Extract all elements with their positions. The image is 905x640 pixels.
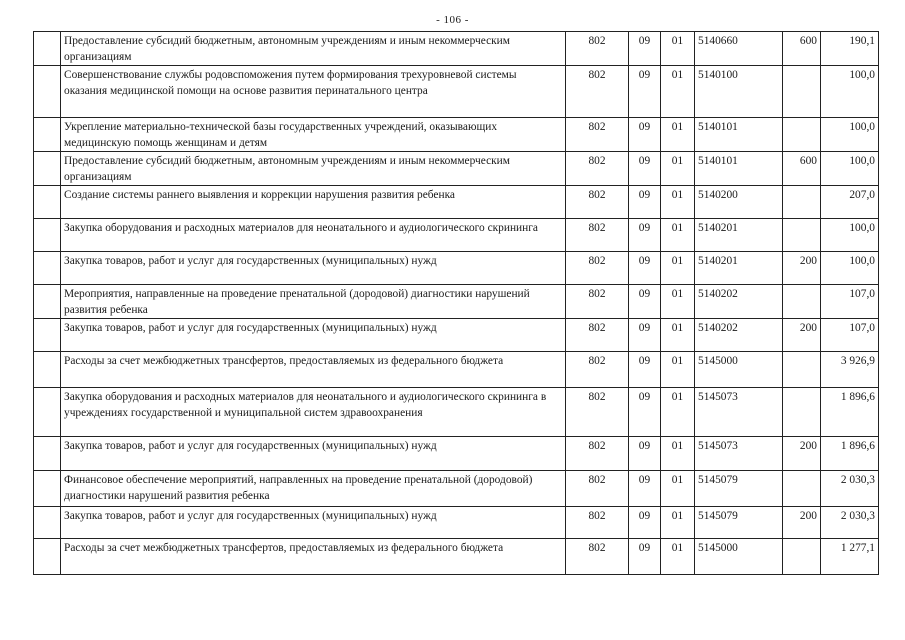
department-code-cell: 802 xyxy=(566,152,629,186)
department-code-cell: 802 xyxy=(566,352,629,388)
target-article-cell: 5145073 xyxy=(695,388,783,437)
expense-name-cell: Создание системы раннего выявления и коррекции нарушения развития ребенка xyxy=(61,186,566,219)
department-code-cell: 802 xyxy=(566,66,629,118)
amount-cell: 1 277,1 xyxy=(821,539,879,575)
target-article-cell: 5140201 xyxy=(695,252,783,285)
table-row xyxy=(34,32,879,66)
blank-cell xyxy=(34,352,61,388)
page-number: - 106 - xyxy=(436,14,469,26)
department-code-cell: 802 xyxy=(566,285,629,319)
section-code-cell: 09 xyxy=(629,285,661,319)
expense-type-cell: 200 xyxy=(783,437,821,471)
amount-cell: 100,0 xyxy=(821,219,879,252)
section-code-cell: 09 xyxy=(629,152,661,186)
blank-cell xyxy=(34,118,61,152)
expense-name-cell: Финансовое обеспечение мероприятий, направленных на проведение пренатальной (дородовой) диагностики нарушений развития ребенка xyxy=(61,471,566,507)
target-article-cell: 5140200 xyxy=(695,186,783,219)
expense-type-cell: 600 xyxy=(783,32,821,66)
amount-cell: 107,0 xyxy=(821,285,879,319)
expense-type-cell: 600 xyxy=(783,152,821,186)
subsection-code-cell: 01 xyxy=(661,437,695,471)
expense-name-cell: Закупка товаров, работ и услуг для государственных (муниципальных) нужд xyxy=(61,437,566,471)
target-article-cell: 5140101 xyxy=(695,118,783,152)
subsection-code-cell: 01 xyxy=(661,252,695,285)
expense-type-cell: 200 xyxy=(783,252,821,285)
amount-cell: 190,1 xyxy=(821,32,879,66)
blank-cell xyxy=(34,32,61,66)
section-code-cell: 09 xyxy=(629,66,661,118)
section-code-cell: 09 xyxy=(629,219,661,252)
amount-cell: 1 896,6 xyxy=(821,388,879,437)
blank-cell xyxy=(34,285,61,319)
department-code-cell: 802 xyxy=(566,388,629,437)
blank-cell xyxy=(34,319,61,352)
expense-type-cell xyxy=(783,66,821,118)
blank-cell xyxy=(34,66,61,118)
subsection-code-cell: 01 xyxy=(661,285,695,319)
subsection-code-cell: 01 xyxy=(661,388,695,437)
table-row xyxy=(34,66,879,118)
subsection-code-cell: 01 xyxy=(661,66,695,118)
blank-cell xyxy=(34,539,61,575)
amount-cell: 1 896,6 xyxy=(821,437,879,471)
expense-type-cell: 200 xyxy=(783,507,821,539)
expense-name-cell: Совершенствование службы родовспоможения путем формирования трехуровневой системы оказания медицинской помощи на основе развития перинатального центра xyxy=(61,66,566,118)
table-row xyxy=(34,152,879,186)
amount-cell: 100,0 xyxy=(821,118,879,152)
blank-cell xyxy=(34,252,61,285)
expense-name-cell: Предоставление субсидий бюджетным, автономным учреждениям и иным некоммерческим организациям xyxy=(61,152,566,186)
amount-cell: 100,0 xyxy=(821,252,879,285)
expense-type-cell xyxy=(783,352,821,388)
department-code-cell: 802 xyxy=(566,219,629,252)
expense-name-cell: Расходы за счет межбюджетных трансфертов, предоставляемых из федерального бюджета xyxy=(61,539,566,575)
department-code-cell: 802 xyxy=(566,186,629,219)
table-row xyxy=(34,352,879,388)
blank-cell xyxy=(34,437,61,471)
expense-type-cell xyxy=(783,285,821,319)
table-row xyxy=(34,252,879,285)
table-row xyxy=(34,388,879,437)
section-code-cell: 09 xyxy=(629,186,661,219)
department-code-cell: 802 xyxy=(566,252,629,285)
expense-type-cell: 200 xyxy=(783,319,821,352)
expense-name-cell: Мероприятия, направленные на проведение пренатальной (дородовой) диагностики нарушений развития ребенка xyxy=(61,285,566,319)
expense-name-cell: Предоставление субсидий бюджетным, автономным учреждениям и иным некоммерческим организациям xyxy=(61,32,566,66)
amount-cell: 2 030,3 xyxy=(821,471,879,507)
blank-cell xyxy=(34,471,61,507)
department-code-cell: 802 xyxy=(566,32,629,66)
subsection-code-cell: 01 xyxy=(661,507,695,539)
table-row xyxy=(34,186,879,219)
table-row xyxy=(34,285,879,319)
expense-name-cell: Закупка товаров, работ и услуг для государственных (муниципальных) нужд xyxy=(61,252,566,285)
section-code-cell: 09 xyxy=(629,388,661,437)
target-article-cell: 5145073 xyxy=(695,437,783,471)
section-code-cell: 09 xyxy=(629,319,661,352)
table-row xyxy=(34,507,879,539)
expense-name-cell: Расходы за счет межбюджетных трансфертов, предоставляемых из федерального бюджета xyxy=(61,352,566,388)
section-code-cell: 09 xyxy=(629,252,661,285)
table-row xyxy=(34,118,879,152)
blank-cell xyxy=(34,186,61,219)
expense-type-cell xyxy=(783,186,821,219)
department-code-cell: 802 xyxy=(566,507,629,539)
amount-cell: 3 926,9 xyxy=(821,352,879,388)
department-code-cell: 802 xyxy=(566,437,629,471)
section-code-cell: 09 xyxy=(629,437,661,471)
target-article-cell: 5140100 xyxy=(695,66,783,118)
department-code-cell: 802 xyxy=(566,539,629,575)
subsection-code-cell: 01 xyxy=(661,352,695,388)
amount-cell: 100,0 xyxy=(821,66,879,118)
target-article-cell: 5145079 xyxy=(695,507,783,539)
blank-cell xyxy=(34,219,61,252)
subsection-code-cell: 01 xyxy=(661,471,695,507)
table-row xyxy=(34,471,879,507)
blank-cell xyxy=(34,152,61,186)
subsection-code-cell: 01 xyxy=(661,118,695,152)
department-code-cell: 802 xyxy=(566,118,629,152)
expense-name-cell: Закупка товаров, работ и услуг для государственных (муниципальных) нужд xyxy=(61,507,566,539)
expense-type-cell xyxy=(783,388,821,437)
expense-name-cell: Закупка товаров, работ и услуг для государственных (муниципальных) нужд xyxy=(61,319,566,352)
amount-cell: 207,0 xyxy=(821,186,879,219)
subsection-code-cell: 01 xyxy=(661,219,695,252)
expense-name-cell: Закупка оборудования и расходных материалов для неонатального и аудиологического скрининга в учреждениях государственной и муниципальной систем здравоохранения xyxy=(61,388,566,437)
section-code-cell: 09 xyxy=(629,471,661,507)
subsection-code-cell: 01 xyxy=(661,319,695,352)
blank-cell xyxy=(34,507,61,539)
subsection-code-cell: 01 xyxy=(661,186,695,219)
table-row xyxy=(34,539,879,575)
target-article-cell: 5140101 xyxy=(695,152,783,186)
amount-cell: 2 030,3 xyxy=(821,507,879,539)
section-code-cell: 09 xyxy=(629,507,661,539)
expense-name-cell: Закупка оборудования и расходных материалов для неонатального и аудиологического скрининга xyxy=(61,219,566,252)
amount-cell: 100,0 xyxy=(821,152,879,186)
budget-table xyxy=(33,31,879,575)
target-article-cell: 5140201 xyxy=(695,219,783,252)
target-article-cell: 5140660 xyxy=(695,32,783,66)
table-row xyxy=(34,437,879,471)
expense-type-cell xyxy=(783,118,821,152)
target-article-cell: 5145000 xyxy=(695,352,783,388)
section-code-cell: 09 xyxy=(629,32,661,66)
subsection-code-cell: 01 xyxy=(661,152,695,186)
expense-type-cell xyxy=(783,539,821,575)
target-article-cell: 5145079 xyxy=(695,471,783,507)
expense-type-cell xyxy=(783,471,821,507)
expense-type-cell xyxy=(783,219,821,252)
expense-name-cell: Укрепление материально-технической базы государственных учреждений, оказывающих медицинскую помощь женщинам и детям xyxy=(61,118,566,152)
table-row xyxy=(34,319,879,352)
section-code-cell: 09 xyxy=(629,539,661,575)
target-article-cell: 5140202 xyxy=(695,319,783,352)
amount-cell: 107,0 xyxy=(821,319,879,352)
blank-cell xyxy=(34,388,61,437)
table-row xyxy=(34,219,879,252)
table-body xyxy=(34,32,879,575)
target-article-cell: 5140202 xyxy=(695,285,783,319)
subsection-code-cell: 01 xyxy=(661,32,695,66)
subsection-code-cell: 01 xyxy=(661,539,695,575)
department-code-cell: 802 xyxy=(566,319,629,352)
target-article-cell: 5145000 xyxy=(695,539,783,575)
section-code-cell: 09 xyxy=(629,118,661,152)
department-code-cell: 802 xyxy=(566,471,629,507)
section-code-cell: 09 xyxy=(629,352,661,388)
